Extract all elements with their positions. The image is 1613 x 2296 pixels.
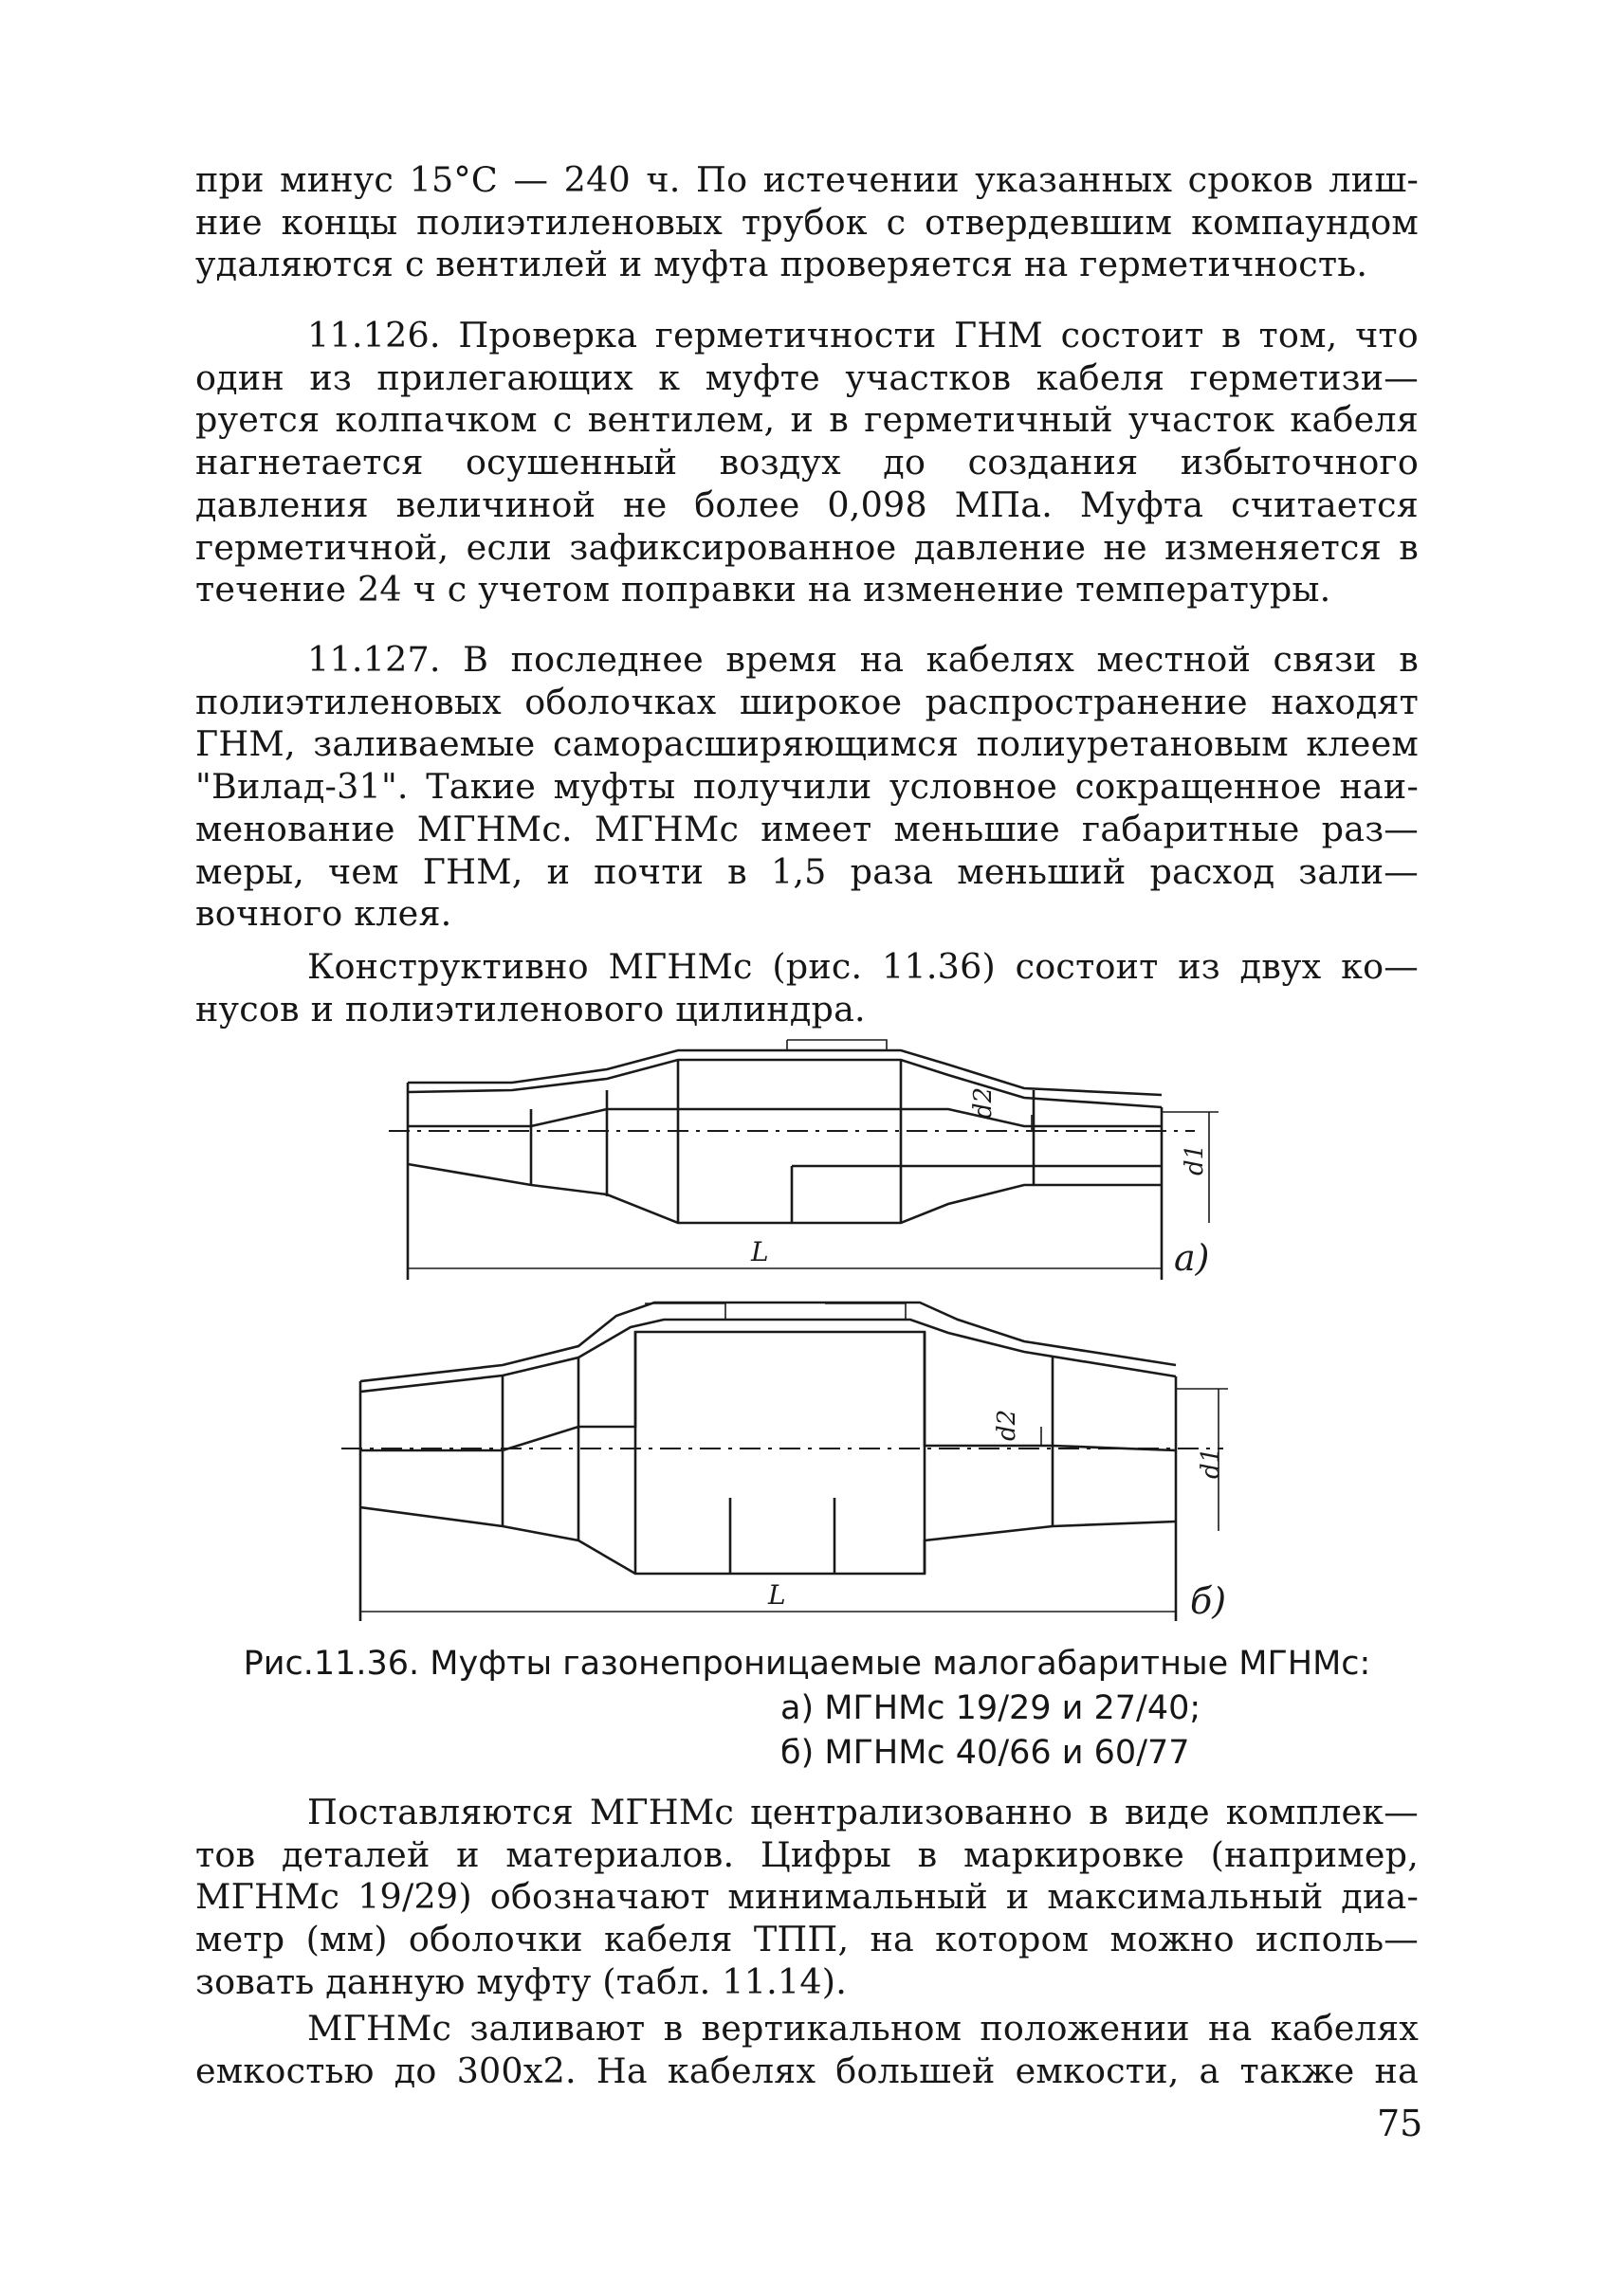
diameter-d1-label: d1 <box>1197 1447 1225 1479</box>
paragraph-filling <box>195 2008 1419 2092</box>
text-line: вочного клея. <box>195 893 452 935</box>
text-line: при минус 15°С — 240 ч. По истечении указанных сроков лиш- <box>195 159 1419 200</box>
text-line: "Вилад-31". Такие муфты получили условное сокращенное наи- <box>195 766 1419 808</box>
text-line: течение 24 ч с учетом поправки на изменение температуры. <box>195 569 1331 610</box>
paragraph-delivery <box>195 1792 1419 2004</box>
panel-a-label: а) <box>1174 1237 1210 1279</box>
caption-item-a: а) МГНМс 19/29 и 27/40; <box>780 1689 1201 1727</box>
text-line: Конструктивно МГНМс (рис. 11.36) состоит из двух ко— <box>307 946 1419 987</box>
text-line: 11.127. В последнее время на кабелях местной связи в <box>307 639 1419 680</box>
figure-caption <box>195 1642 1419 1776</box>
text-line: метр (мм) оболочки кабеля ТПП, на котором можно исполь— <box>195 1919 1419 1960</box>
text-line: полиэтиленовых оболочках широкое распространение находят <box>195 681 1419 722</box>
text-line: 11.126. Проверка герметичности ГНМ состоит в том, что <box>307 315 1419 355</box>
text-line: МГНМс заливают в вертикальном положении на кабелях <box>307 2008 1419 2049</box>
text-line: емкостью до 300х2. На кабелях большей емкости, а также на <box>195 2050 1419 2091</box>
text-line: МГНМс 19/29) обозначают минимальный и максимальный диа- <box>195 1876 1419 1918</box>
text-line: ГНМ, заливаемые саморасширяющимся полиуретановым клеем <box>195 723 1419 765</box>
text-line: давления величиной не более 0,098 МПа. Муфта считается <box>195 483 1419 525</box>
diameter-d2-label: d2 <box>993 1409 1021 1441</box>
text-line: ние концы полиэтиленовых трубок с отвердевшим компаундом <box>195 201 1419 243</box>
text-line: удаляются с вентилей и муфта проверяется на герметичность. <box>195 244 1368 285</box>
text-line: менование МГНМс. МГНМс имеет меньшие габаритные раз— <box>195 808 1419 849</box>
diameter-d1-label: d1 <box>1181 1143 1209 1175</box>
coupling-drawing-b <box>341 1303 1228 1622</box>
text-line: зовать данную муфту (табл. 11.14). <box>195 1960 848 2002</box>
panel-b-label: б) <box>1190 1580 1227 1622</box>
text-line: Поставляются МГНМс централизованно в виде комплек— <box>307 1792 1419 1832</box>
text-line: руется колпачком с вентилем, и в герметичный участок кабеля <box>195 399 1419 441</box>
caption-item-b: б) МГНМс 40/66 и 60/77 <box>780 1734 1190 1772</box>
text-line: герметичной, если зафиксированное давление не изменяется в <box>195 526 1419 568</box>
text-line: нусов и полиэтиленового цилиндра. <box>195 988 866 1030</box>
page-number: 75 <box>1377 2103 1423 2144</box>
caption-title: Рис.11.36. Муфты газонепроницаемые малогабаритные МГНМс: <box>243 1645 1371 1683</box>
length-label: L <box>751 1236 769 1267</box>
text-line: тов деталей и материалов. Цифры в маркировке (например, <box>195 1833 1419 1875</box>
text-line: меры, чем ГНМ, и почти в 1,5 раза меньший расход зали— <box>195 850 1419 892</box>
diameter-d2-label: d2 <box>969 1086 998 1119</box>
coupling-drawing-a <box>389 1040 1219 1280</box>
length-label: L <box>768 1579 786 1611</box>
text-line: нагнетается осушенный воздух до создания избыточного <box>195 442 1419 483</box>
text-line: один из прилегающих к муфте участков кабеля герметизи— <box>195 356 1419 398</box>
